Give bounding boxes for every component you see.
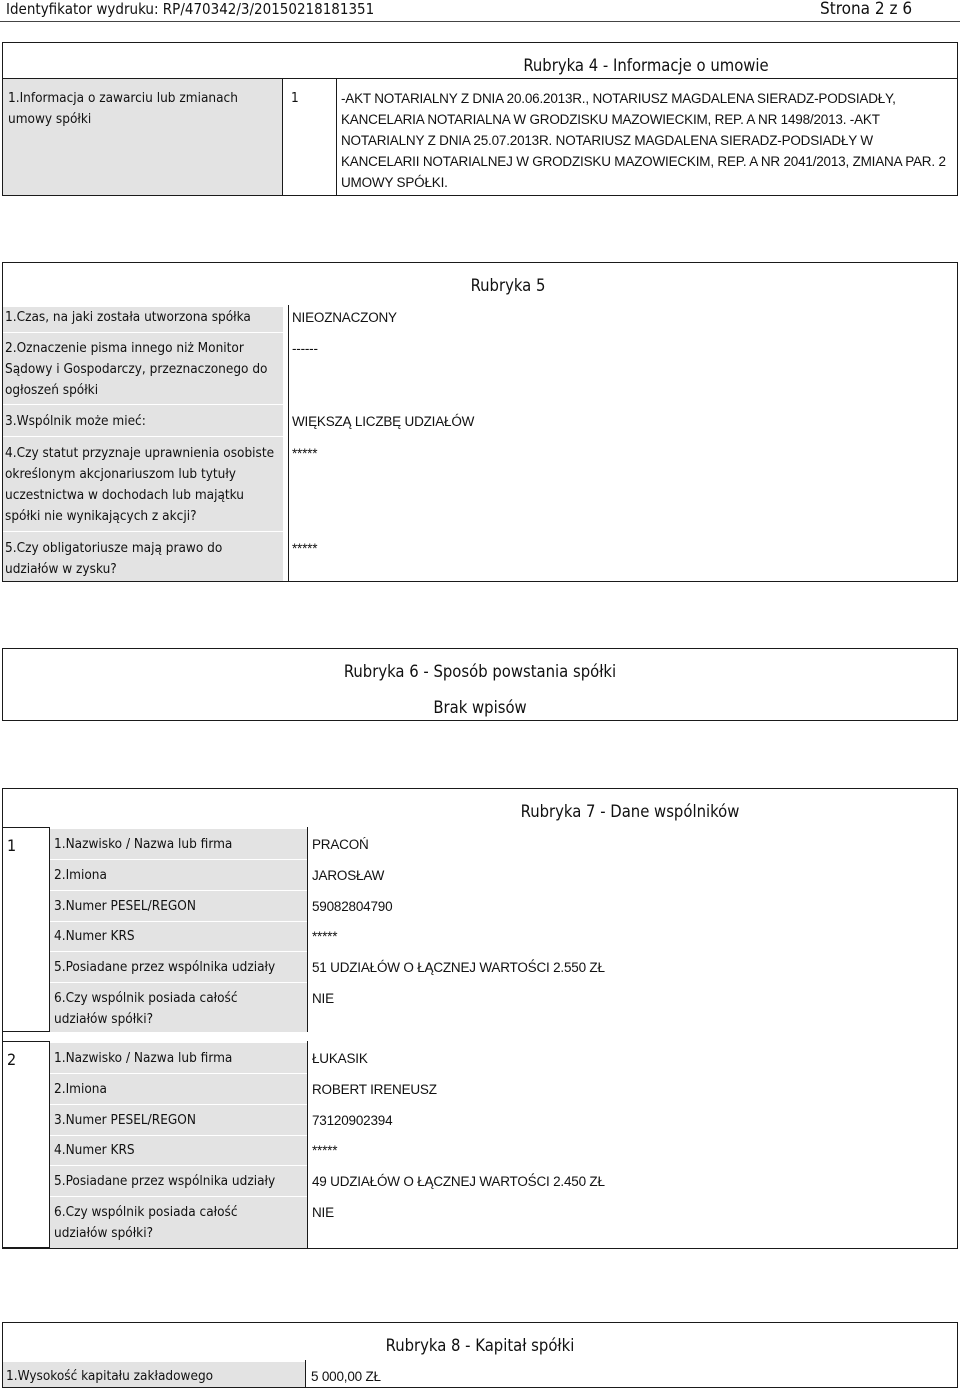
p1-label-5: 5.Posiadane przez wspólnika udziały	[54, 959, 276, 975]
p1-row-separator	[50, 982, 307, 983]
p2-row-separator	[50, 1135, 307, 1136]
p2-label-2: 2.Imiona	[54, 1081, 107, 1097]
r5-value-1: NIEOZNACZONY	[292, 310, 397, 325]
p1-row-separator	[50, 921, 307, 922]
partner-1-num-cell	[2, 827, 50, 1032]
r5-value-5: *****	[292, 541, 318, 556]
p1-label-1: 1.Nazwisko / Nazwa lub firma	[54, 836, 233, 852]
rubryka-4-num: 1	[291, 90, 299, 106]
p2-row-separator	[50, 1196, 307, 1197]
r5-value-4: *****	[292, 446, 318, 461]
r5-row-separator	[3, 404, 283, 405]
p2-value-6: NIE	[312, 1205, 334, 1220]
rubryka-4-label-cell	[2, 78, 283, 196]
rubryka-4-value-cell	[336, 78, 958, 196]
r5-label-5: 5.Czy obligatoriusze mają prawo do udziałów w zysku?	[5, 540, 223, 577]
rubryka-7-title: Rubryka 7 - Dane wspólników	[520, 802, 740, 821]
rubryka-4-label: 1.Informacja o zawarciu lub zmianach umowy spółki	[8, 90, 238, 127]
r5-label-4: 4.Czy statut przyznaje uprawnienia osobiste określonym akcjonariuszom lub tytuły uczestnictwa w dochodach lub majątku spółki nie wynikających z akcji?	[5, 445, 275, 524]
p1-label-2: 2.Imiona	[54, 867, 107, 883]
r8-label-1: 1.Wysokość kapitału zakładowego	[6, 1368, 214, 1384]
r5-value-3: WIĘKSZĄ LICZBĘ UDZIAŁÓW	[292, 414, 475, 429]
p1-row-separator	[50, 890, 307, 891]
rubryka-5-title: Rubryka 5	[470, 276, 546, 295]
rubryka-8-title: Rubryka 8 - Kapitał spółki	[385, 1336, 575, 1355]
r8-label-cell	[3, 1362, 305, 1387]
p2-label-1: 1.Nazwisko / Nazwa lub firma	[54, 1050, 233, 1066]
r5-row-separator	[3, 332, 283, 333]
r5-row-separator	[3, 531, 283, 532]
p1-value-4: *****	[312, 929, 338, 944]
partner-2-num-cell	[2, 1041, 50, 1248]
p1-value-6: NIE	[312, 991, 334, 1006]
partner-1-num: 1	[7, 836, 17, 855]
r5-value-2: ------	[292, 341, 318, 356]
p2-row-separator	[50, 1073, 307, 1074]
rubryka-4-title: Rubryka 4 - Informacje o umowie	[523, 56, 769, 75]
partner-2-column-divider	[307, 1041, 308, 1248]
p1-row-separator	[50, 859, 307, 860]
p2-value-5: 49 UDZIAŁÓW O ŁĄCZNEJ WARTOŚCI 2.450 ZŁ	[312, 1174, 605, 1189]
partner-2-num: 2	[7, 1050, 17, 1069]
p1-value-3: 59082804790	[312, 899, 393, 914]
p1-value-2: JAROSŁAW	[312, 868, 385, 883]
p2-label-3: 3.Numer PESEL/REGON	[54, 1112, 196, 1128]
rubryka-6-title: Rubryka 6 - Sposób powstania spółki	[343, 662, 617, 681]
r5-label-1: 1.Czas, na jaki została utworzona spółka	[5, 309, 251, 325]
p1-row-separator	[50, 951, 307, 952]
rubryka-5-column-divider	[288, 305, 289, 581]
partner-1-column-divider	[307, 827, 308, 1032]
p2-value-1: ŁUKASIK	[312, 1051, 368, 1066]
p2-value-3: 73120902394	[312, 1113, 393, 1128]
p1-value-5: 51 UDZIAŁÓW O ŁĄCZNEJ WARTOŚCI 2.550 ZŁ	[312, 960, 605, 975]
p2-label-4: 4.Numer KRS	[54, 1142, 135, 1158]
rubryka-4-text: -AKT NOTARIALNY Z DNIA 20.06.2013R., NOTARIUSZ MAGDALENA SIERADZ-PODSIADŁY, KANCELARIA NOTARIALNA W GRODZISKU MAZOWIECKIM, REP. A NR 1498/2013. -AKT NOTARIALNY Z DNIA 25.07.2013R. NOTARIUSZ MAGDALENA SIERADZ-PODSIADŁY W KANCELARII NOTARIALNEJ W GRODZISKU MAZOWIECKIM, REP. A NR 2041/2013, ZMIANA PAR. 2 UMOWY SPÓŁKI.	[341, 91, 946, 190]
page-number: Strona 2 z 6	[820, 0, 913, 19]
rubryka-4-num-cell	[282, 78, 337, 196]
r5-label-3: 3.Wspólnik może mieć:	[5, 413, 146, 429]
r8-column-divider	[305, 1360, 306, 1388]
p2-label-6: 6.Czy wspólnik posiada całość udziałów spółki?	[54, 1204, 238, 1241]
p1-label-3: 3.Numer PESEL/REGON	[54, 898, 196, 914]
p1-label-6: 6.Czy wspólnik posiada całość udziałów spółki?	[54, 990, 238, 1027]
p2-row-separator	[50, 1104, 307, 1105]
p2-row-separator	[50, 1165, 307, 1166]
p2-label-5: 5.Posiadane przez wspólnika udziały	[54, 1173, 276, 1189]
p2-value-4: *****	[312, 1143, 338, 1158]
r5-label-2: 2.Oznaczenie pisma innego niż Monitor Sądowy i Gospodarczy, przeznaczonego do ogłoszeń spółki	[5, 340, 268, 398]
p1-value-1: PRACOŃ	[312, 837, 369, 852]
p2-value-2: ROBERT IRENEUSZ	[312, 1082, 437, 1097]
r8-value-1: 5 000,00 ZŁ	[311, 1369, 381, 1384]
r5-row-separator	[3, 436, 283, 437]
print-identifier: Identyfikator wydruku: RP/470342/3/20150218181351	[6, 0, 375, 18]
header-divider	[0, 21, 960, 22]
p1-label-4: 4.Numer KRS	[54, 928, 135, 944]
rubryka-6-empty: Brak wpisów	[433, 698, 527, 717]
